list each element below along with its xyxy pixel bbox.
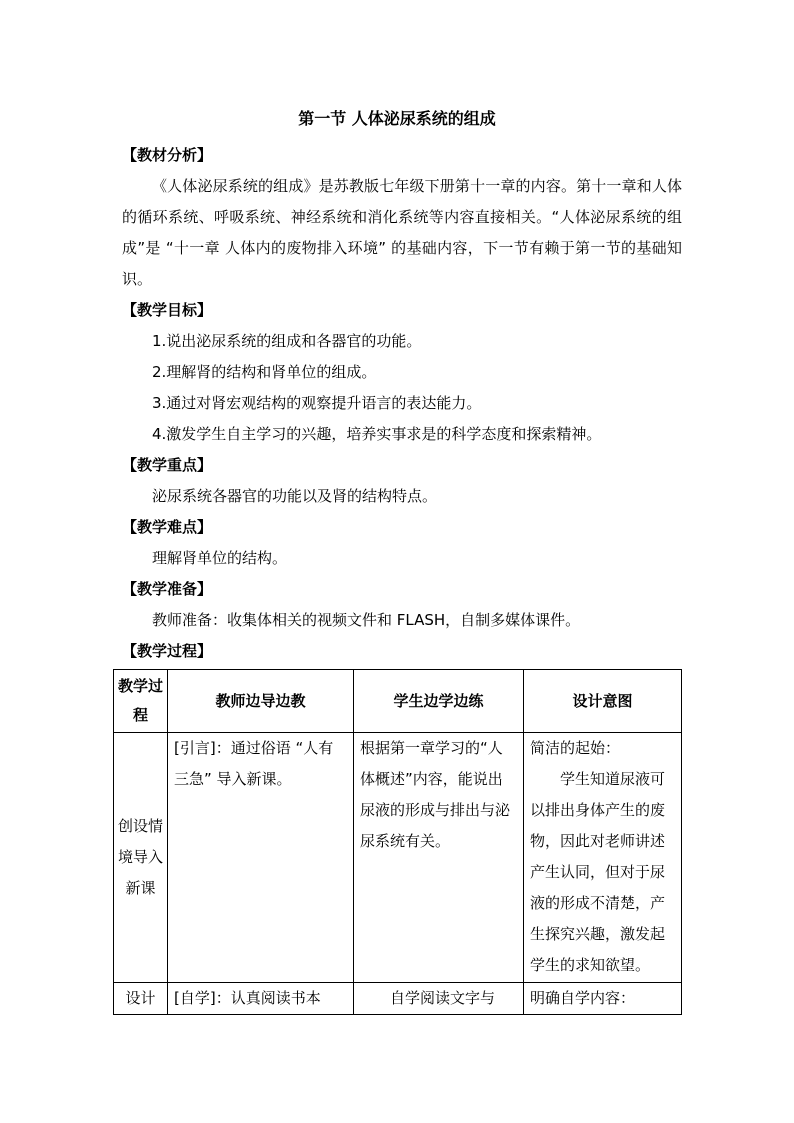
key-points-heading: 【教学重点】 bbox=[122, 456, 213, 474]
intent-cell: 明确自学内容： bbox=[524, 983, 682, 1015]
intent-body: 学生知道尿液可以排出身体产生的废物，因此对老师讲述产生认同，但对于尿液的形成不清楚，产生探究兴趣，激发起学生的求知欲望。 bbox=[530, 770, 666, 974]
header-cell: 教师边导边教 bbox=[168, 670, 354, 733]
objective-item: 2.理解肾的结构和肾单位的组成。 bbox=[152, 363, 377, 381]
intent-cell bbox=[524, 733, 682, 983]
objectives-heading: 【教学目标】 bbox=[122, 301, 213, 319]
table-header-row bbox=[114, 670, 682, 733]
stage-cell: 设计 bbox=[114, 983, 168, 1015]
objective-item: 4.激发学生自主学习的兴趣，培养实事求是的科学态度和探索精神。 bbox=[152, 425, 602, 443]
teaching-process-table bbox=[113, 669, 682, 1015]
lesson-plan-body bbox=[117, 140, 682, 1015]
key-points-text: 泌尿系统各器官的功能以及肾的结构特点。 bbox=[152, 487, 438, 505]
analysis-heading: 【教材分析】 bbox=[122, 146, 213, 164]
student-cell: 根据第一章学习的“人体概述”内容，能说出尿液的形成与排出与泌尿系统有关。 bbox=[354, 733, 524, 983]
difficulties-text: 理解肾单位的结构。 bbox=[152, 549, 288, 567]
difficulties-heading: 【教学难点】 bbox=[122, 518, 213, 536]
objective-item: 3.通过对肾宏观结构的观察提升语言的表达能力。 bbox=[152, 394, 482, 412]
objective-item: 1.说出泌尿系统的组成和各器官的功能。 bbox=[152, 332, 422, 350]
teacher-cell: [自学]：认真阅读书本 bbox=[168, 983, 354, 1015]
table-row bbox=[114, 733, 682, 983]
header-cell: 学生边学边练 bbox=[354, 670, 524, 733]
header-cell: 设计意图 bbox=[524, 670, 682, 733]
preparation-text: 教师准备：收集体相关的视频文件和 FLASH，自制多媒体课件。 bbox=[152, 611, 581, 629]
header-cell: 教学过程 bbox=[114, 670, 168, 733]
page-title: 第一节 人体泌尿系统的组成 bbox=[298, 109, 496, 128]
teacher-cell: [引言]：通过俗语 “人有三急” 导入新课。 bbox=[168, 733, 354, 983]
table-row bbox=[114, 983, 682, 1015]
preparation-heading: 【教学准备】 bbox=[122, 580, 213, 598]
stage-cell: 创设情境导入新课 bbox=[114, 733, 168, 983]
process-heading: 【教学过程】 bbox=[122, 642, 213, 660]
student-cell: 自学阅读文字与 bbox=[354, 983, 524, 1015]
intent-title: 简洁的起始： bbox=[530, 739, 621, 757]
analysis-text: 《人体泌尿系统的组成》是苏教版七年级下册第十一章的内容。第十一章和人体的循环系统、呼吸系统、神经系统和消化系统等内容直接相关。“人体泌尿系统的组成”是 “十一章 人体内的废物排入环境” 的基础内容，下一节有赖于第一节的基础知识。 bbox=[122, 177, 682, 288]
